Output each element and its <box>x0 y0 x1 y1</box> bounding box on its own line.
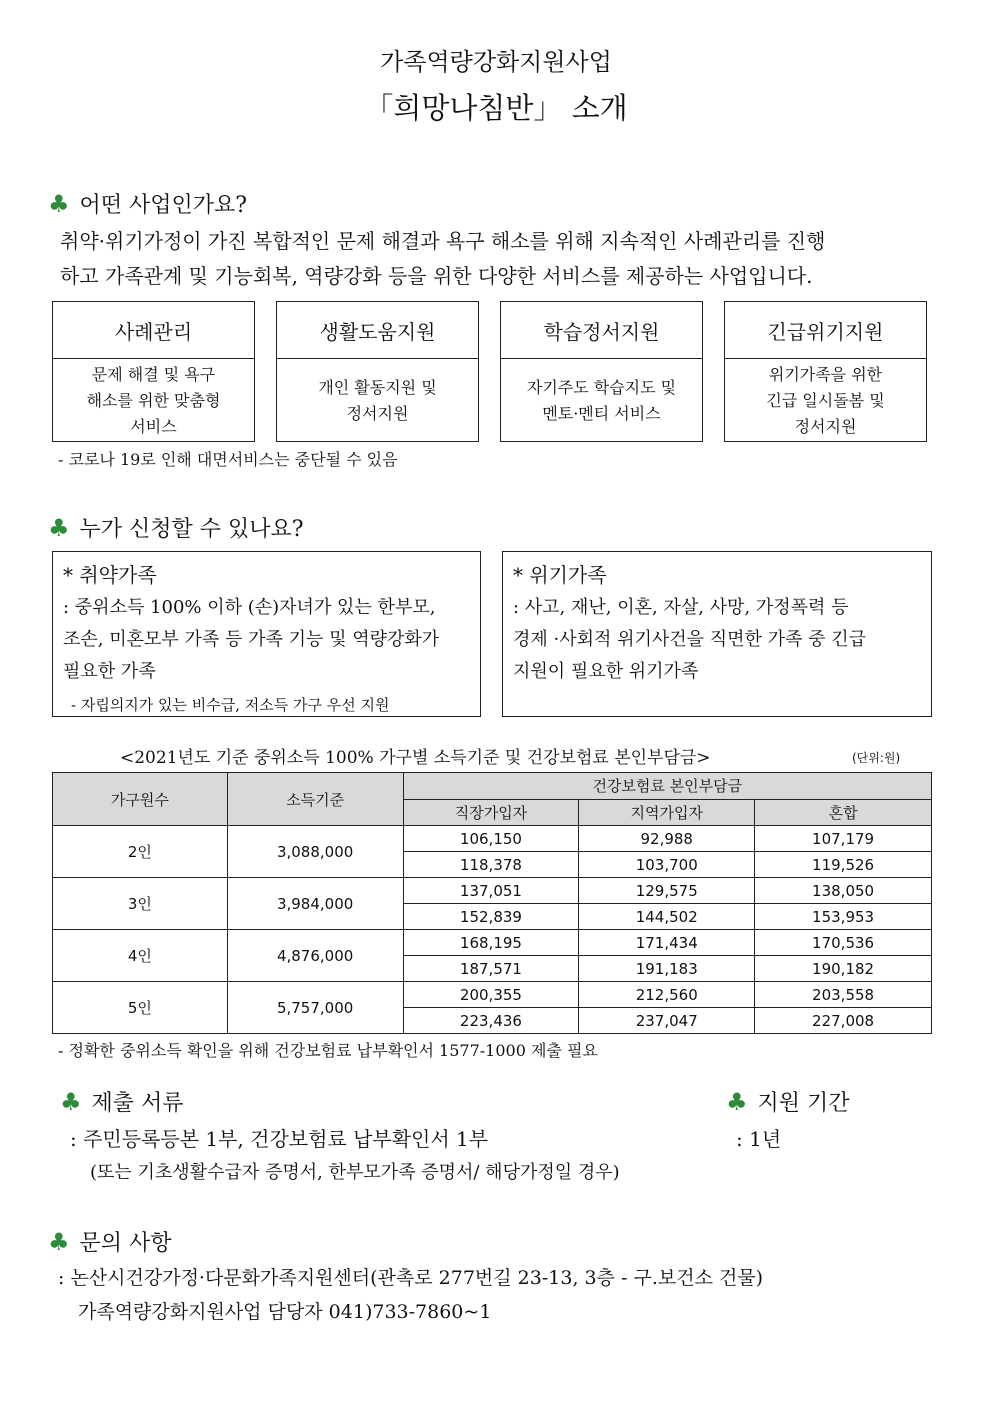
page-title: 가족역량강화지원사업 <box>380 48 612 76</box>
section-who-heading <box>48 512 304 543</box>
club-icon: ♣ <box>48 514 70 542</box>
table-row: 187,571 191,183 190,182 <box>53 956 932 982</box>
service-box-case-management <box>52 301 255 442</box>
table-unit: (단위:원) <box>852 751 901 765</box>
vulnerable-family-box <box>52 551 481 717</box>
header-insurance: 건강보험료 본인부담금 <box>403 773 931 800</box>
description-line-1: 취약·위기가정이 가진 복합적인 문제 해결과 욕구 해소를 위해 지속적인 사례관리를 진행 <box>60 229 826 253</box>
crisis-body: : 사고, 재난, 이혼, 자살, 사망, 가정폭력 등 경제 ·사회적 위기사건을 직면한 가족 중 긴급 지원이 필요한 위기가족 <box>513 597 867 682</box>
service-box-living-support <box>276 301 479 442</box>
header-mixed: 혼합 <box>755 799 932 826</box>
crisis-title: * 위기가족 <box>513 563 607 587</box>
club-icon: ♣ <box>726 1088 748 1116</box>
service-title: 생활도움지원 <box>277 302 478 359</box>
documents-line-2: (또는 기초생활수급자 증명서, 한부모가족 증명서/ 해당가정일 경우) <box>90 1162 620 1183</box>
table-caption: <2021년도 기준 중위소득 100% 가구별 소득기준 및 건강보험료 본인부담금> <box>120 748 711 768</box>
period-value: : 1년 <box>736 1127 782 1151</box>
period-heading <box>726 1086 850 1117</box>
table-row: 2인 3,088,000 106,150 92,988 107,179 <box>53 826 932 852</box>
period-title: 지원 기간 <box>757 1091 850 1116</box>
table-row: 5인 5,757,000 200,355 212,560 203,558 <box>53 982 932 1008</box>
service-box-learning-support <box>500 301 703 442</box>
header-employee: 직장가입자 <box>403 799 579 826</box>
service-description: 위기가족을 위한 긴급 일시돌봄 및 정서지원 <box>766 365 885 436</box>
service-title: 학습정서지원 <box>501 302 702 359</box>
club-icon: ♣ <box>48 190 70 218</box>
table-note: - 정확한 중위소득 확인을 위해 건강보험료 납부확인서 1577-1000 제출 필요 <box>58 1041 598 1060</box>
covid-note: - 코로나 19로 인해 대면서비스는 중단될 수 있음 <box>58 450 398 469</box>
club-icon: ♣ <box>60 1088 82 1116</box>
service-description: 자기주도 학습지도 및 멘토·멘티 서비스 <box>526 378 677 423</box>
section-what-title: 어떤 사업인가요? <box>79 193 248 218</box>
inquiry-heading <box>48 1226 172 1257</box>
income-table <box>52 772 932 1034</box>
section-what-description <box>60 224 950 294</box>
section-who-title: 누가 신청할 수 있나요? <box>79 517 304 542</box>
documents-line-1: : 주민등록등본 1부, 건강보험료 납부확인서 1부 <box>70 1127 489 1151</box>
table-row: 118,378 103,700 119,526 <box>53 852 932 878</box>
vulnerable-priority-note: - 자립의지가 있는 비수급, 저소득 가구 우선 지원 <box>71 696 390 714</box>
documents-heading <box>60 1086 184 1117</box>
header-income: 소득기준 <box>227 773 403 826</box>
section-what-heading <box>48 188 247 219</box>
service-title: 긴급위기지원 <box>725 302 926 359</box>
crisis-family-box <box>502 551 932 717</box>
inquiry-line-1: : 논산시건강가정·다문화가족지원센터(관촉로 277번길 23-13, 3층 - 구.보건소 건물) <box>58 1267 764 1289</box>
club-icon: ♣ <box>48 1228 70 1256</box>
inquiry-title: 문의 사항 <box>79 1231 172 1256</box>
table-row: 223,436 237,047 227,008 <box>53 1008 932 1034</box>
service-title: 사례관리 <box>53 302 254 359</box>
vulnerable-body: : 중위소득 100% 이하 (손)자녀가 있는 한부모, 조손, 미혼모부 가족 등 가족 기능 및 역량강화가 필요한 가족 <box>63 597 440 682</box>
page-subtitle: 「희망나침반」 소개 <box>364 91 628 125</box>
description-line-2: 하고 가족관계 및 기능회복, 역량강화 등을 위한 다양한 서비스를 제공하는 사업입니다. <box>60 264 813 288</box>
service-description: 문제 해결 및 욕구 해소를 위한 맞춤형 서비스 <box>86 365 221 436</box>
header-household: 가구원수 <box>53 773 228 826</box>
table-row: 3인 3,984,000 137,051 129,575 138,050 <box>53 878 932 904</box>
service-description: 개인 활동지원 및 정서지원 <box>318 378 437 423</box>
documents-title: 제출 서류 <box>91 1091 184 1116</box>
service-box-crisis-support <box>724 301 927 442</box>
vulnerable-title: * 취약가족 <box>63 563 157 587</box>
inquiry-line-2: 가족역량강화지원사업 담당자 041)733-7860~1 <box>78 1301 492 1323</box>
header-regional: 지역가입자 <box>579 799 755 826</box>
table-row: 152,839 144,502 153,953 <box>53 904 932 930</box>
table-row: 4인 4,876,000 168,195 171,434 170,536 <box>53 930 932 956</box>
